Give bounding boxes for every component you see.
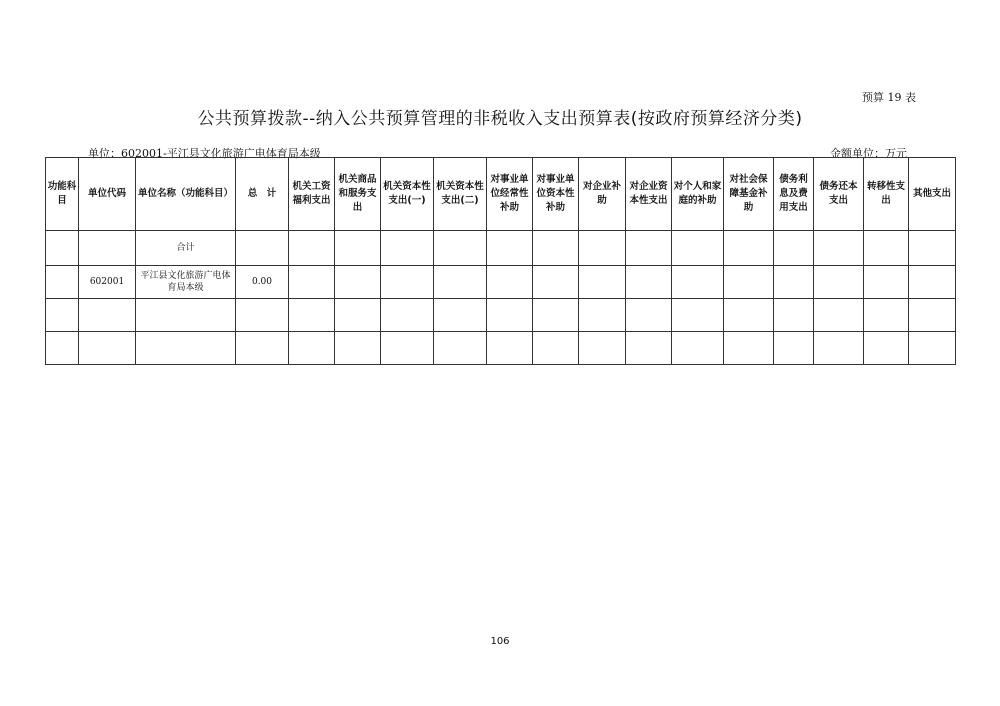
column-header: 机关资本性支出(一) — [381, 158, 434, 231]
table-cell — [487, 332, 533, 365]
column-header: 对事业单位经常性补助 — [487, 158, 533, 231]
column-header: 债务还本支出 — [814, 158, 864, 231]
table-cell — [579, 266, 626, 299]
table-cell — [909, 231, 956, 266]
table-cell — [335, 266, 381, 299]
column-header: 对事业单位资本性补助 — [533, 158, 579, 231]
column-header: 对企业资本性支出 — [626, 158, 672, 231]
table-cell — [814, 266, 864, 299]
table-cell — [335, 231, 381, 266]
table-cell — [335, 299, 381, 332]
unit-label: 单位：602001-平江县文化旅游广电体育局本级 — [88, 147, 321, 160]
table-cell — [136, 299, 236, 332]
table-cell — [814, 299, 864, 332]
table-cell — [46, 332, 79, 365]
table-cell — [724, 231, 774, 266]
table-cell — [533, 332, 579, 365]
table-cell — [46, 299, 79, 332]
table-cell — [381, 299, 434, 332]
table-cell — [381, 332, 434, 365]
table-cell — [864, 332, 909, 365]
table-cell — [626, 299, 672, 332]
table-cell — [487, 299, 533, 332]
table-cell — [672, 266, 724, 299]
column-header: 对个人和家庭的补助 — [672, 158, 724, 231]
table-header-row — [46, 158, 956, 231]
table-cell — [487, 231, 533, 266]
table-cell — [864, 266, 909, 299]
table-cell — [236, 332, 289, 365]
table-cell — [626, 266, 672, 299]
table-cell — [136, 332, 236, 365]
table-cell — [814, 231, 864, 266]
table-cell — [335, 332, 381, 365]
table-cell — [579, 299, 626, 332]
table-cell — [774, 231, 814, 266]
column-header: 总 计 — [236, 158, 289, 231]
table-cell — [487, 266, 533, 299]
column-header: 对社会保障基金补助 — [724, 158, 774, 231]
table-cell — [79, 299, 136, 332]
table-cell — [814, 332, 864, 365]
table-cell — [434, 299, 487, 332]
table-cell — [533, 231, 579, 266]
budget-table — [45, 157, 956, 365]
column-header: 债务利息及费用支出 — [774, 158, 814, 231]
column-header: 单位名称（功能科目） — [136, 158, 236, 231]
table-cell — [864, 299, 909, 332]
column-header: 机关商品和服务支出 — [335, 158, 381, 231]
table-cell — [724, 332, 774, 365]
table-cell — [46, 231, 79, 266]
table-cell — [289, 231, 335, 266]
table-cell: 平江县文化旅游广电体育局本级 — [136, 266, 236, 299]
table-cell — [381, 231, 434, 266]
table-cell — [774, 299, 814, 332]
table-cell — [626, 231, 672, 266]
column-header: 对企业补助 — [579, 158, 626, 231]
table-cell — [434, 332, 487, 365]
table-cell — [672, 231, 724, 266]
table-cell — [533, 299, 579, 332]
table-row — [46, 299, 956, 332]
table-cell — [579, 332, 626, 365]
table-row-total — [46, 231, 956, 266]
table-cell — [626, 332, 672, 365]
table-cell — [79, 332, 136, 365]
column-header: 机关资本性支出(二) — [434, 158, 487, 231]
table-cell — [864, 231, 909, 266]
table-cell — [672, 299, 724, 332]
column-header: 单位代码 — [79, 158, 136, 231]
table-cell — [909, 266, 956, 299]
table-row — [46, 332, 956, 365]
table-cell — [579, 231, 626, 266]
table-cell — [724, 266, 774, 299]
table-cell — [46, 266, 79, 299]
table-cell — [672, 332, 724, 365]
page-number: 106 — [490, 636, 510, 647]
table-cell — [289, 299, 335, 332]
table-cell — [236, 299, 289, 332]
table-cell — [434, 231, 487, 266]
column-header: 机关工资福利支出 — [289, 158, 335, 231]
table-cell — [289, 266, 335, 299]
form-number: 预算 19 表 — [862, 91, 916, 104]
table-cell — [533, 266, 579, 299]
table-cell — [79, 231, 136, 266]
table-cell: 合计 — [136, 231, 236, 266]
amount-unit-label: 金额单位：万元 — [830, 147, 907, 160]
table-cell — [909, 332, 956, 365]
table-row — [46, 266, 956, 299]
table-cell — [236, 231, 289, 266]
table-cell: 602001 — [79, 266, 136, 299]
column-header: 功能科目 — [46, 158, 79, 231]
column-header: 其他支出 — [909, 158, 956, 231]
table-cell — [724, 299, 774, 332]
table-cell — [774, 332, 814, 365]
table-cell: 0.00 — [236, 266, 289, 299]
table-cell — [434, 266, 487, 299]
table-cell — [289, 332, 335, 365]
page-title: 公共预算拨款--纳入公共预算管理的非税收入支出预算表(按政府预算经济分类) — [197, 109, 803, 129]
column-header: 转移性支出 — [864, 158, 909, 231]
table-cell — [381, 266, 434, 299]
table-cell — [774, 266, 814, 299]
table-cell — [909, 299, 956, 332]
